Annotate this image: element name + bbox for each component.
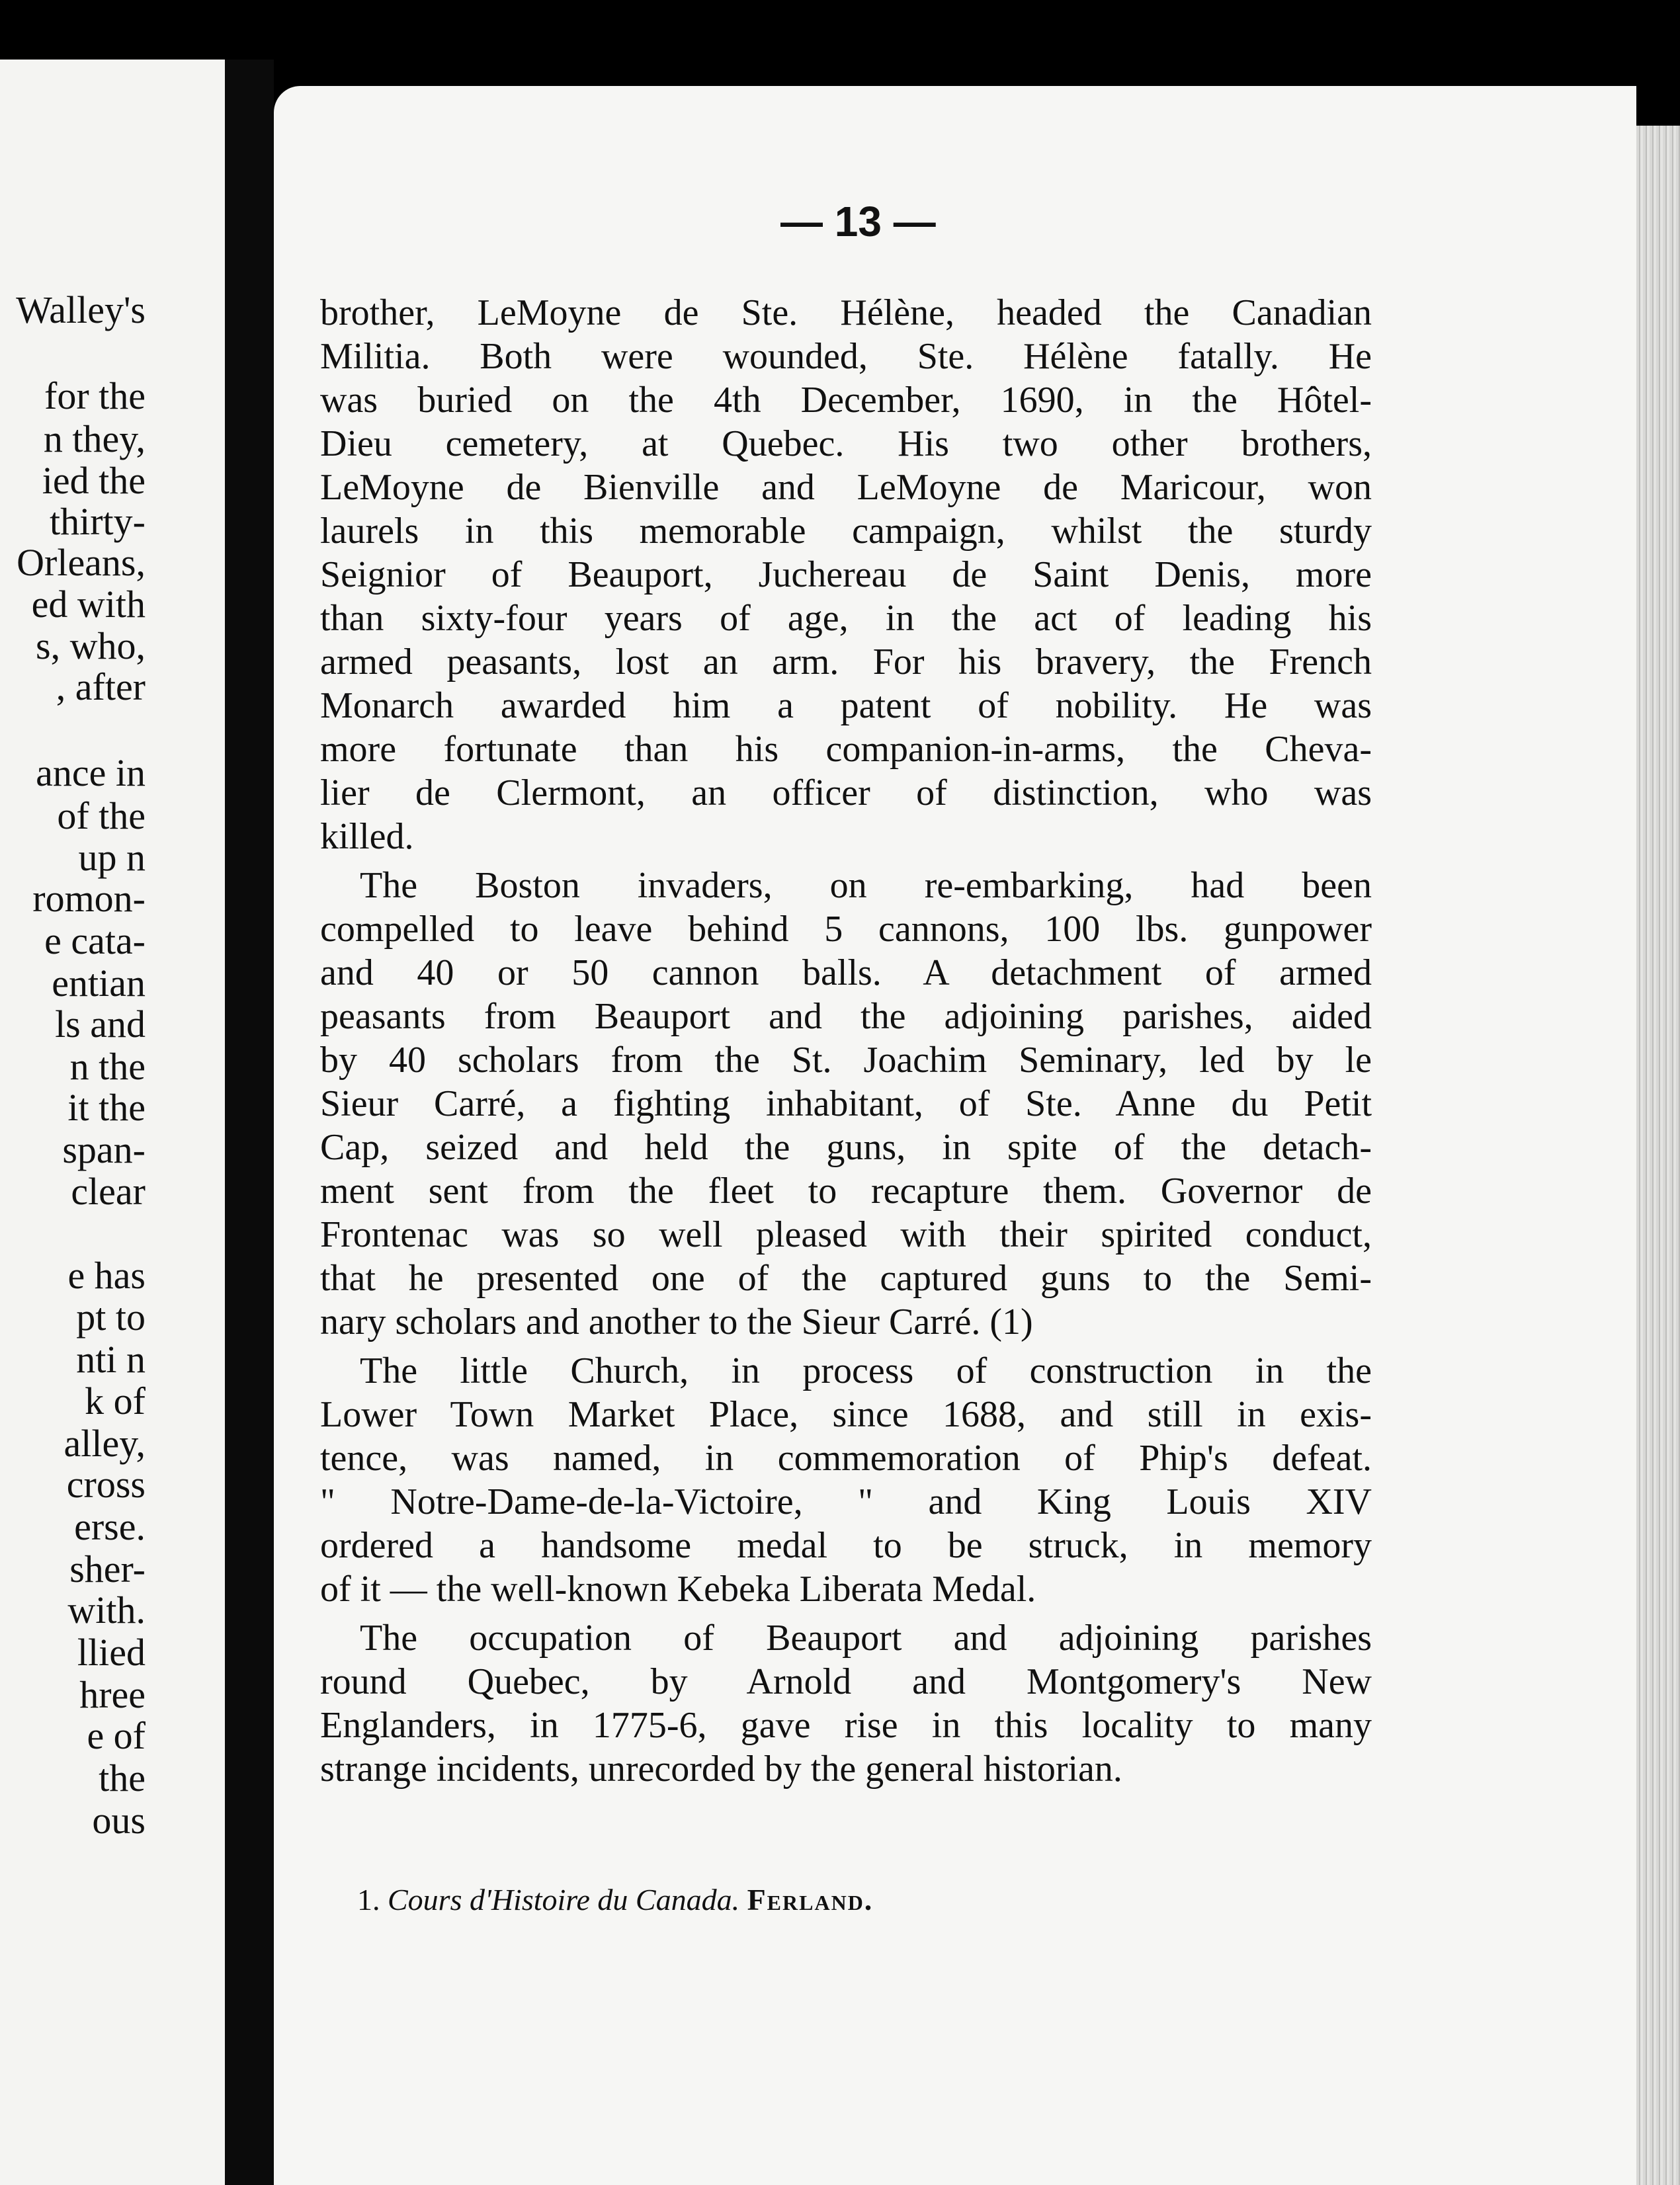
left-page-line: k of xyxy=(85,1380,146,1422)
text-line: Englanders, in 1775-6, gave rise in this locality to many xyxy=(320,1705,1372,1746)
left-page-line: ied the xyxy=(42,459,146,502)
left-page-line: ous xyxy=(92,1799,146,1842)
text-line: tence, was named, in commemoration of Phip's defeat. xyxy=(320,1438,1372,1479)
left-page-line: entian xyxy=(52,962,146,1005)
text-line: Seignior of Beauport, Juchereau de Saint Denis, more xyxy=(320,554,1372,595)
left-page-line: romon- xyxy=(32,877,146,920)
text-line: Frontenac was so well pleased with their spirited conduct, xyxy=(320,1214,1372,1255)
text-line: laurels in this memorable campaign, whilst the sturdy xyxy=(320,511,1372,552)
text-line: The little Church, in process of construction in the xyxy=(360,1350,1372,1391)
left-page-line: hree xyxy=(79,1673,146,1716)
left-page-line: ls and xyxy=(55,1003,146,1046)
left-page-line: with. xyxy=(67,1588,146,1631)
text-line: Dieu cemetery, at Quebec. His two other brothers, xyxy=(320,423,1372,464)
text-line: armed peasants, lost an arm. For his bravery, the French xyxy=(320,641,1372,682)
text-line: Monarch awarded him a patent of nobility. He was xyxy=(320,685,1372,726)
book-gutter xyxy=(225,60,274,2185)
left-page-line: e cata- xyxy=(44,919,146,962)
left-page-line: e of xyxy=(87,1714,146,1757)
text-line: brother, LeMoyne de Ste. Hélène, headed the Canadian xyxy=(320,292,1372,333)
left-page-line: e has xyxy=(67,1254,146,1297)
text-line: compelled to leave behind 5 cannons, 100 lbs. gunpower xyxy=(320,909,1372,950)
left-page-line: thirty- xyxy=(50,500,146,543)
text-line: of it — the well-known Kebeka Liberata Medal. xyxy=(320,1569,1036,1610)
left-page-line: pt to xyxy=(76,1296,146,1339)
text-line: round Quebec, by Arnold and Montgomery's New xyxy=(320,1661,1372,1702)
left-page-line: , after xyxy=(56,665,146,708)
text-line: lier de Clermont, an officer of distinction, who was xyxy=(320,772,1372,813)
text-line: more fortunate than his companion-in-arms, the Cheva- xyxy=(320,729,1372,770)
footnote-title: Cours d'Histoire du Canada. xyxy=(388,1883,740,1917)
footnote xyxy=(357,1881,873,1918)
text-line: The Boston invaders, on re-embarking, had been xyxy=(360,865,1372,906)
left-page-line: span- xyxy=(62,1128,146,1171)
text-line: ment sent from the fleet to recapture them. Governor de xyxy=(320,1171,1372,1212)
text-line: ordered a handsome medal to be struck, in memory xyxy=(320,1525,1372,1566)
text-line: " Notre-Dame-de-la-Victoire, " and King Louis XIV xyxy=(320,1481,1372,1522)
text-line: LeMoyne de Bienville and LeMoyne de Maricour, won xyxy=(320,467,1372,508)
page-edges xyxy=(1636,126,1680,2185)
left-page-line: it the xyxy=(67,1086,146,1129)
footnote-number: 1. xyxy=(357,1883,380,1917)
left-page-line: nti n xyxy=(76,1338,146,1381)
left-page-line: Orleans, xyxy=(17,541,146,584)
left-page-line: of the xyxy=(57,794,146,837)
page-number: — 13 — xyxy=(780,198,936,245)
text-line: that he presented one of the captured guns to the Semi- xyxy=(320,1258,1372,1299)
text-line: was buried on the 4th December, 1690, in the Hôtel- xyxy=(320,380,1372,421)
left-page-line: n they, xyxy=(43,417,146,460)
text-line: by 40 scholars from the St. Joachim Seminary, led by le xyxy=(320,1040,1372,1081)
left-page-line: n the xyxy=(69,1045,146,1088)
text-line: Lower Town Market Place, since 1688, and still in exis- xyxy=(320,1394,1372,1435)
text-line: Sieur Carré, a fighting inhabitant, of Ste. Anne du Petit xyxy=(320,1083,1372,1124)
text-line: Cap, seized and held the guns, in spite of the detach- xyxy=(320,1127,1372,1168)
text-line: The occupation of Beauport and adjoining parishes xyxy=(360,1618,1372,1659)
footnote-author: Ferland. xyxy=(747,1883,874,1917)
left-page-line: s, who, xyxy=(36,624,146,667)
text-line: than sixty-four years of age, in the act of leading his xyxy=(320,598,1372,639)
text-line: peasants from Beauport and the adjoining parishes, aided xyxy=(320,996,1372,1037)
left-page-line: up n xyxy=(78,836,146,879)
left-facing-page xyxy=(0,60,225,2185)
text-line: strange incidents, unrecorded by the general historian. xyxy=(320,1749,1122,1790)
left-page-line: sher- xyxy=(69,1547,146,1590)
left-page-line: clear xyxy=(71,1170,146,1213)
body-text xyxy=(320,291,1372,1791)
text-line: Militia. Both were wounded, Ste. Hélène fatally. He xyxy=(320,336,1372,377)
left-page-line: the xyxy=(99,1756,146,1799)
text-line: and 40 or 50 cannon balls. A detachment of armed xyxy=(320,952,1372,993)
left-page-line: llied xyxy=(77,1631,146,1674)
left-page-line: ance in xyxy=(36,751,146,794)
left-page-line: Walley's xyxy=(16,288,146,331)
left-page-line: ed with xyxy=(31,583,146,626)
left-page-line: alley, xyxy=(63,1422,146,1465)
text-line: killed. xyxy=(320,816,414,857)
left-page-line: cross xyxy=(66,1463,146,1506)
left-page-line: for the xyxy=(44,374,146,417)
left-page-line: erse. xyxy=(74,1505,146,1548)
text-line: nary scholars and another to the Sieur Carré. (1) xyxy=(320,1301,1033,1342)
